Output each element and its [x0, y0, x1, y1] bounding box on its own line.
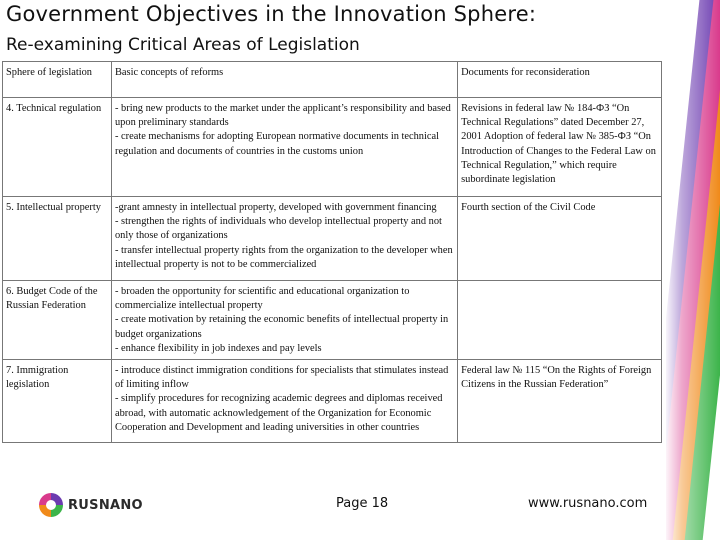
cell-documents: Federal law № 115 “On the Rights of Foreign Citizens in the Russian Federation”: [458, 360, 662, 443]
header-sphere: Sphere of legislation: [3, 62, 112, 98]
page-number: Page 18: [336, 496, 389, 511]
cell-concepts: [111, 281, 457, 360]
header-concepts: Basic concepts of reforms: [111, 62, 457, 98]
cell-documents: Revisions in federal law № 184-ФЗ “On Technical Regulations” dated December 27, 2001 Adoption of federal law № 385-ФЗ “On Introduction of Changes to the Federal Law on Technical Regulation,” which require subordinate legislation: [458, 98, 662, 197]
cell-sphere: 7. Immigration legislation: [3, 360, 112, 443]
table-row: [3, 360, 662, 443]
rusnano-logo: [38, 492, 143, 518]
header-documents: Documents for reconsideration: [458, 62, 662, 98]
website-link[interactable]: www.rusnano.com: [528, 496, 648, 511]
concept-item: -grant amnesty in intellectual property, developed with government financing: [114, 202, 437, 213]
legislation-table: [2, 61, 662, 443]
concept-item: - create motivation by retaining the economic benefits of intellectual property in budget organizations: [114, 314, 449, 340]
cell-concepts: [111, 197, 457, 281]
page-subtitle: Re-examining Critical Areas of Legislation: [6, 35, 360, 55]
logo-text: RUSNANO: [68, 497, 143, 513]
table-row: [3, 197, 662, 281]
table-row: [3, 281, 662, 360]
concept-item: - enhance flexibility in job indexes and pay levels: [114, 342, 322, 354]
cell-documents: Fourth section of the Civil Code: [458, 197, 662, 281]
concept-item: - transfer intellectual property rights from the organization to the developer when intellectual property is not to be commercialized: [114, 244, 453, 270]
concept-item: - broaden the opportunity for scientific and educational organization to commercialize intellectual property: [114, 286, 410, 312]
rusnano-logo-icon: [38, 492, 64, 518]
table-row: [3, 98, 662, 197]
decorative-stripes: [666, 0, 720, 540]
page-title: Government Objectives in the Innovation Sphere:: [6, 2, 537, 26]
concept-item: - bring new products to the market under the applicant’s responsibility and based upon preliminary standards: [114, 103, 451, 129]
table-header-row: [3, 62, 662, 98]
cell-sphere: 6. Budget Code of the Russian Federation: [3, 281, 112, 360]
cell-concepts: [111, 360, 457, 443]
cell-documents: [458, 281, 662, 360]
concept-item: - create mechanisms for adopting European normative documents in technical regulation and documents of countries in the customs union: [114, 131, 439, 157]
cell-concepts: [111, 98, 457, 197]
cell-sphere: 4. Technical regulation: [3, 98, 112, 197]
cell-sphere: 5. Intellectual property: [3, 197, 112, 281]
concept-item: - strengthen the rights of individuals who develop intellectual property and not only those of organizations: [114, 216, 442, 242]
concept-item: - simplify procedures for recognizing academic degrees and diplomas received abroad, with automatic acknowledgement of the Organization for Economic Cooperation and Development and leading universities in other countries: [114, 393, 443, 433]
concept-item: - introduce distinct immigration conditions for specialists that stimulates instead of limiting inflow: [114, 365, 449, 391]
